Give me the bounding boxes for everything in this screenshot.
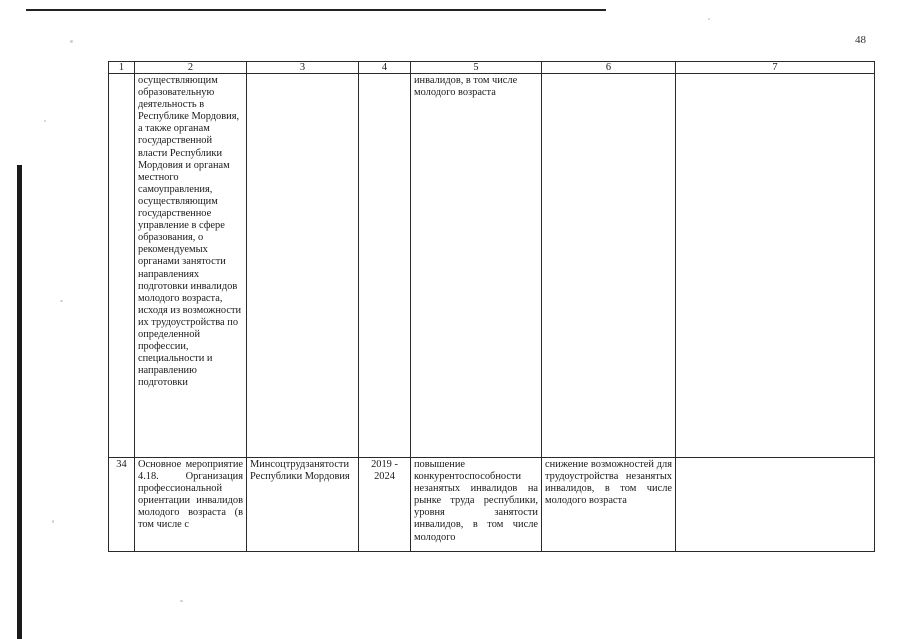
term-cell: [359, 74, 411, 458]
row-number-cell: [109, 74, 135, 458]
scan-noise: [180, 600, 183, 602]
expected-result-cell: инвалидов, в том числе молодого возраста: [411, 74, 542, 458]
scan-top-rule: [26, 9, 606, 11]
scan-noise: [44, 120, 46, 122]
consequences-cell: снижение возможностей для трудоустройства незанятых инвалидов, в том числе молодого возраста: [542, 458, 676, 552]
column-number-header: 4: [359, 62, 411, 74]
column-number-header: 2: [135, 62, 247, 74]
measure-description-cell: осуществляющим образовательную деятельность в Республике Мордовия, а также органам государственной власти Республики Мордовия и органам местного самоуправления, осуществляющим государственное управление в сфере образования, о рекомендуемых органами занятости направлениях подготовки инвалидов молодого возраста, исходя из возможности их трудоустройства по определенной профессии, специальности и направлению подготовки: [135, 74, 247, 458]
scan-noise: [708, 18, 710, 20]
table-header-row: [109, 62, 875, 74]
column-number-header: 6: [542, 62, 676, 74]
row-number-cell: 34: [109, 458, 135, 552]
column-number-header: 3: [247, 62, 359, 74]
executor-cell: Минсоцтрудзанятости Республики Мордовия: [247, 458, 359, 552]
measure-description-cell: Основное мероприятие 4.18. Организация профессиональной ориентации инвалидов молодого возраста (в том числе с: [135, 458, 247, 552]
scan-noise: [52, 520, 54, 523]
executor-cell: [247, 74, 359, 458]
scan-left-edge: [17, 165, 22, 639]
term-cell: 2019 - 2024: [359, 458, 411, 552]
column-number-header: 5: [411, 62, 542, 74]
indicator-link-cell: [676, 74, 875, 458]
expected-result-cell: повышение конкурентоспособности незанятых инвалидов на рынке труда республики, уровня занятости инвалидов, в том числе молодого: [411, 458, 542, 552]
consequences-cell: [542, 74, 676, 458]
table-row: [109, 74, 875, 458]
scan-noise: [70, 40, 73, 43]
column-number-header: 1: [109, 62, 135, 74]
column-number-header: 7: [676, 62, 875, 74]
program-measures-table: [108, 61, 875, 552]
page-number: 48: [855, 34, 866, 46]
table-row: [109, 458, 875, 552]
scan-noise: [60, 300, 63, 302]
indicator-link-cell: [676, 458, 875, 552]
